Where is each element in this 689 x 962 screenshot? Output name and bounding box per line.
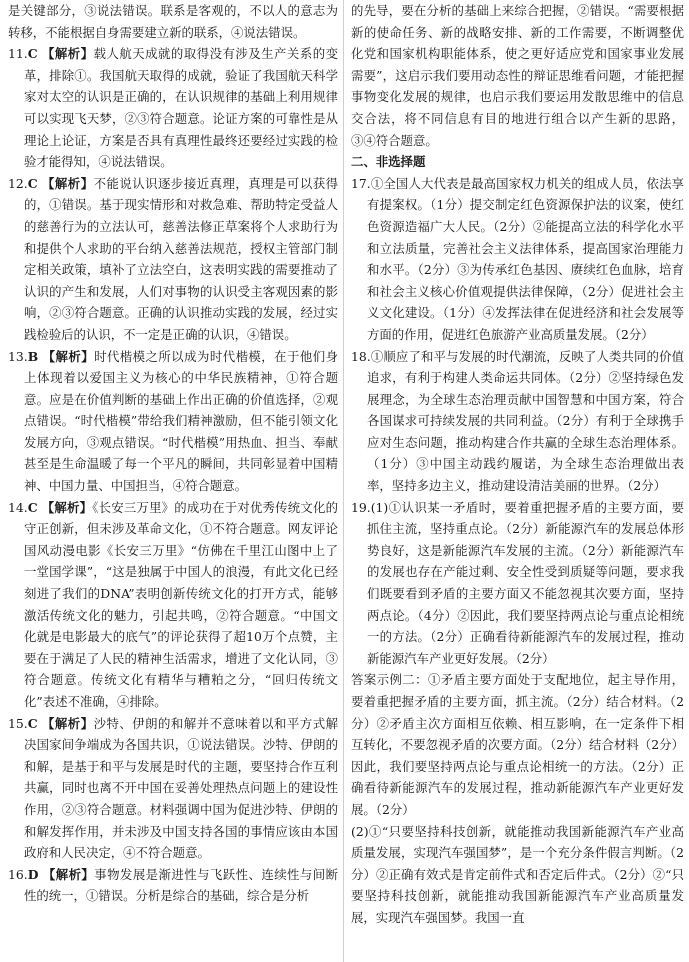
continued-text: 是关键部分，③说法错误。联系是客观的，不以人的意志为转移，不能根据自身需要建立新的联系，④说法错误。 — [8, 3, 338, 40]
answer-item-14 — [8, 497, 338, 713]
sample-answer-two: 答案示例二：①矛盾主要方面处于支配地位，起主导作用，要着重把握矛盾的主要方面，抓主流。（2分）结合材料。（2分）②矛盾主次方面相互依赖、相互影响，在一定条件下相互转化，不要忽视矛盾的次要方面。（2分）结合材料（2分）因此，我们要坚持两点论与重点论相统一的方法。（2分）正确看待新能源汽车的发展过程，推动新能源汽车产业更好发展。（2分） — [351, 672, 684, 817]
item-number: 12. — [8, 175, 28, 191]
item-number: 19. — [351, 499, 371, 515]
item-number: 13. — [8, 348, 28, 364]
answer-letter: C — [27, 499, 38, 515]
item-number: 18. — [351, 348, 371, 364]
item-text: ①顺应了和平与发展的时代潮流，反映了人类共同的价值追求，有利于构建人类命运共同体。（2分）②坚持绿色发展理念，为全球生态治理贡献中国智慧和中国方案，符合各国谋求可持续发展的共同利益。（2分）有利于全球携手应对生态问题，推动构建合作共赢的全球生态治理体系。（1分）③中国主动践约履诺，为全球生态治理做出表率，坚持多边主义，推动建设清洁美丽的世界。（2分） — [367, 348, 684, 494]
item-text: 事物发展是渐进性与飞跃性、连续性与间断性的统一，①错误。分析是综合的基础，综合是分析 — [24, 866, 338, 904]
section-heading: 二、非选择题 — [351, 154, 426, 170]
answer-letter: C — [27, 175, 38, 191]
analysis-tag: 【解析】 — [42, 715, 94, 731]
answer-letter: C — [27, 715, 38, 731]
answer-item-15 — [8, 713, 338, 864]
answer-letter: C — [27, 46, 38, 62]
answer-item-18 — [351, 346, 684, 497]
analysis-tag: 【解析】 — [42, 348, 95, 364]
answer-item-19-part-2: (2)①“只要坚持科技创新，就能推动我国新能源汽车产业高质量发展，实现汽车强国梦”，是一个充分条件假言判断。（2分）②正确有效式是肯定前件式和否定后件式。（2分）②“只要坚持科技创新，就能推动我国新能源汽车产业高质量发展，实现汽车强国梦。我国一直 — [351, 823, 684, 925]
item-text: 载人航天成就的取得没有涉及生产关系的变革，排除①。我国航天取得的成就，验证了我国航天科学家对太空的认识是正确的，在认识规律的基础上利用规律可以实现飞天梦，②③符合题意。论证方案的可靠性是从理论上论证，方案是否具有真理性最终还要经过实践的检验才能得知，④说法错误。 — [24, 46, 338, 170]
answer-item-12 — [8, 173, 338, 346]
item-number: 16. — [8, 866, 28, 882]
item-text: 沙特、伊朗的和解并不意味着以和平方式解决国家间争端成为各国共识，①说法错误。沙特、伊朗的和解，是基于和平与发展是时代的主题，要坚持合作互利共赢，同时也离不开中国在妥善处理热点问题上的建设性作用，②③符合题意。材料强调中国为促进沙特、伊朗的和解发挥作用，并未涉及中国支持各国的事情应该由本国政府和人民决定，④不符合题意。 — [24, 715, 338, 861]
answer-item-16 — [8, 864, 338, 907]
answer-item-11 — [8, 43, 338, 173]
answer-item-17 — [351, 173, 684, 346]
continued-text: 的先导，要在分析的基础上来综合把握，②错误。“需要根据新的使命任务、新的战略安排、新的工作需要，不断调整优化党和国家机构职能体系，使之更好适应党和国家事业发展需要”，这启示我们要用动态性的辩证思维看问题，才能把握事物变化发展的规律，也启示我们要运用发散思维中的信息交合法，将不同信息有目的地进行组合以产生新的思路，③④符合题意。 — [351, 3, 684, 148]
right-column — [351, 0, 684, 929]
analysis-tag: 【解析】 — [41, 499, 93, 515]
answer-item-13 — [8, 346, 338, 497]
item-number: 15. — [8, 715, 28, 731]
item-text: 时代楷模之所以成为时代楷模，在于他们身上体现着以爱国主义为核心的中华民族精神，①符合题意。应是在价值判断的基础上作出正确的价值选择，②观点错误。“时代楷模”带给我们精神激励，但不能引领文化发展方向，③观点错误。“时代楷模”用热血、担当、奉献甚至是生命温暖了每一个平凡的瞬间，共同彰显着中国精神、中国力量、中国担当，④符合题意。 — [24, 348, 338, 494]
item-text: ①全国人大代表是最高国家权力机关的组成人员，依法享有提案权。（1分）提交制定红色资源保护法的议案，使红色资源造福广大人民。（2分）②能提高立法的科学化水平和立法质量，完善社会主义法律体系，提高国家治理能力和水平。（2分）③为传承红色基因、赓续红色血脉，培育和社会主义核心价值观提供法律保障，（2分）促进社会主义文化建设。（1分）④发挥法律在促进经济和社会发展等方面的作用，促进红色旅游产业高质量发展。（2分） — [367, 175, 684, 342]
analysis-tag: 【解析】 — [42, 175, 94, 191]
item-text: (1)①认识某一矛盾时，要着重把握矛盾的主要方面，要抓住主流，坚持重点论。（2分）新能源汽车的发展总体形势良好，这是新能源汽车发展的主流。（2分）新能源汽车的发展也存在产能过剩、安全性受到质疑等问题，要求我们既要看到矛盾的主要方面又不能忽视其次要方面，坚持两点论。（4分）②因此，我们要坚持两点论与重点论相统一的方法。（2分）正确看待新能源汽车的发展过程，推动新能源汽车产业更好发展。（2分） — [367, 499, 684, 666]
item-number: 11. — [8, 46, 28, 62]
left-column — [8, 0, 338, 907]
answer-item-19 — [351, 497, 684, 670]
column-divider — [343, 0, 344, 962]
item-number: 17. — [351, 175, 371, 191]
item-text: 《长安三万里》的成功在于对优秀传统文化的守正创新，但未涉及革命文化，①不符合题意。网友评论国风动漫电影《长安三万里》“仿佛在千里江山图中上了一堂国学课”，“这是独属于中国人的浪漫，有此文化已经刻进了我们的DNA”表明创新传统文化的打开方式，能够激活传统文化的魅力，引起共鸣，②符合题意。“中国文化就是电影最大的底气”的评论获得了超10万个点赞，主要在于满足了人民的精神生活需求，增进了文化认同，③符合题意。传统文化有精华与糟粕之分，“回归传统文化”表述不准确，④排除。 — [24, 499, 338, 709]
answer-letter: B — [27, 348, 39, 364]
item-text: 不能说认识逐步接近真理，真理是可以获得的，①错误。基于现实情形和对救急难、帮助特定受益人的慈善行为的立法认可，慈善法修正草案将个人求助行为和提供个人求助的平台纳入慈善法规范，授权主管部门制定相关政策，填补了立法空白，这表明实践的需要推动了认识的产生和发展，人们对事物的认识受主客观因素的影响，②③符合题意。正确的认识推动实践的发展，经过实践检验后的认识，不一定是正确的认识，④错误。 — [24, 175, 338, 342]
analysis-tag: 【解析】 — [42, 866, 95, 882]
answer-letter: D — [27, 866, 39, 882]
analysis-tag: 【解析】 — [42, 46, 94, 62]
item-number: 14. — [8, 499, 28, 515]
